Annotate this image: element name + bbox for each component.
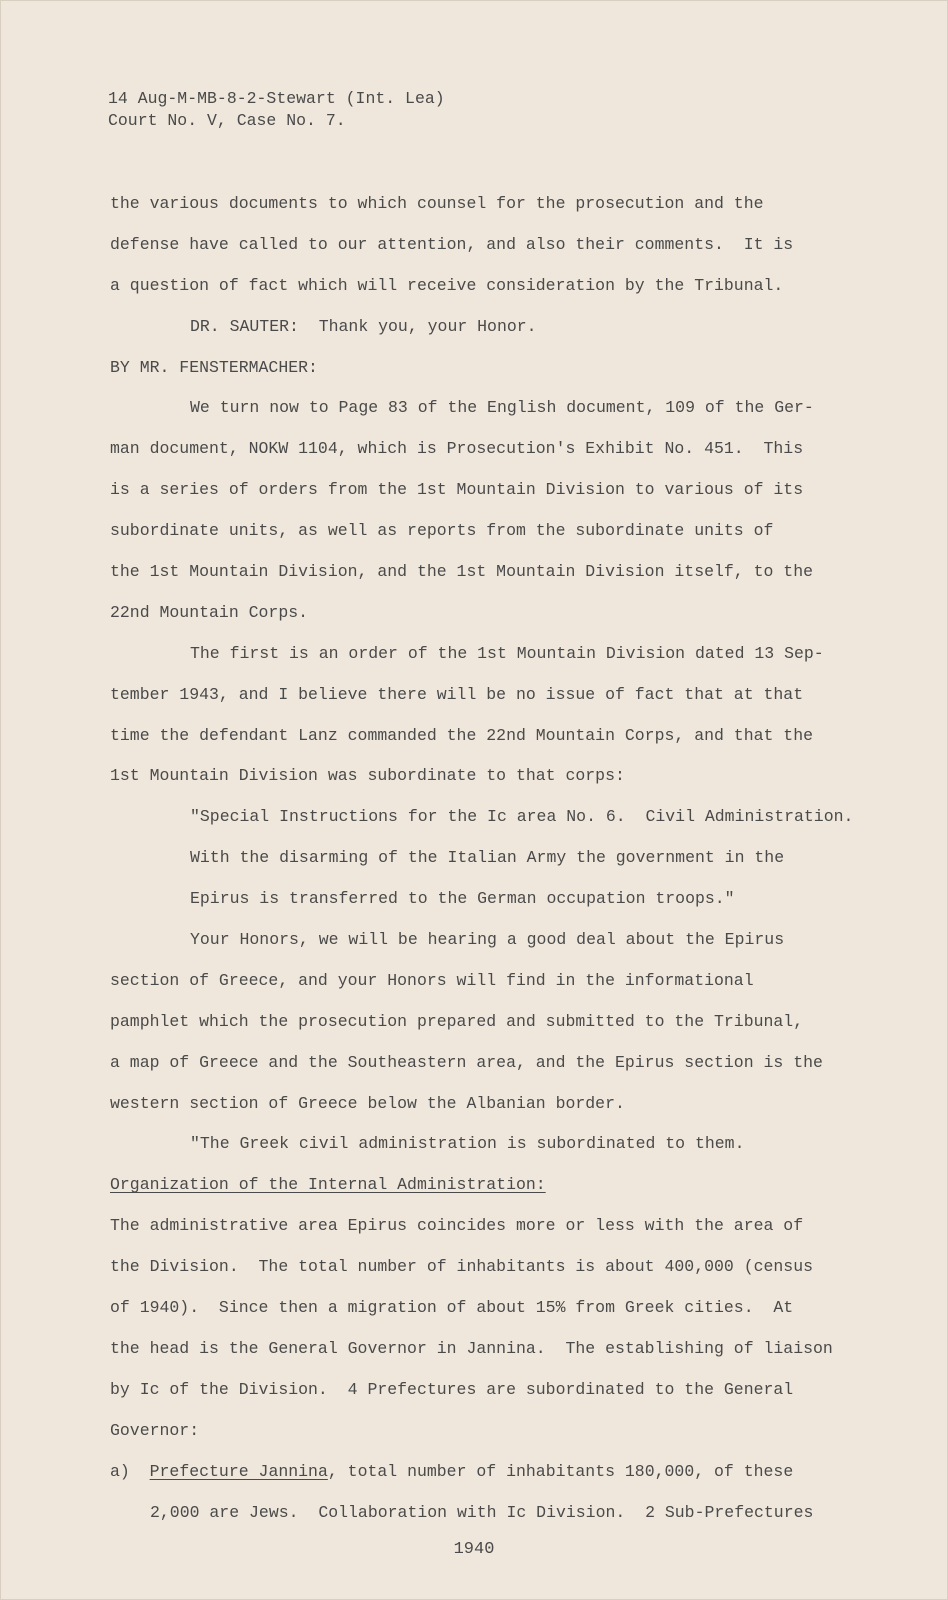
document-header [108,88,445,132]
text-line: defense have called to our attention, and also their comments. It is [110,234,794,254]
text-line: man document, NOKW 1104, which is Prosecution's Exhibit No. 451. This [110,439,804,459]
text-line: 1st Mountain Division was subordinate to that corps: [110,766,625,786]
text-line: time the defendant Lanz commanded the 22nd Mountain Corps, and that the [110,725,814,745]
page-number: 1940 [453,1540,495,1559]
text-line: pamphlet which the prosecution prepared and submitted to the Tribunal, [110,1011,804,1031]
text-line: 22nd Mountain Corps. [110,602,309,622]
text-line: a question of fact which will receive consideration by the Tribunal. [110,275,784,295]
list-item-text: , total number of inhabitants 180,000, of these [327,1461,794,1481]
text-line: a map of Greece and the Southeastern area, and the Epirus section is the [110,1052,823,1072]
quote-line: "Special Instructions for the Ic area No. 6. Civil Administration. [190,807,854,827]
quote-line: "The Greek civil administration is subordinated to them. [190,1134,745,1154]
text-line: the various documents to which counsel for the prosecution and the [110,194,764,213]
text-line: is a series of orders from the 1st Mountain Division to various of its [110,480,804,500]
text-line: Your Honors, we will be hearing a good deal about the Epirus [190,930,785,950]
examiner-heading: BY MR. FENSTERMACHER: [110,357,318,377]
transcript-body [110,184,880,1533]
text-line: Governor: [110,1420,200,1440]
header-line-1: 14 Aug-M-MB-8-2-Stewart (Int. Lea) [108,89,445,108]
section-heading: Organization of the Internal Administration: [110,1175,546,1195]
text-line: the head is the General Governor in Jannina. The establishing of liaison [110,1338,833,1358]
list-item-a [110,1452,880,1493]
text-line: tember 1943, and I believe there will be no issue of fact that at that [110,684,804,704]
list-marker: a) [110,1461,130,1481]
text-line: by Ic of the Division. 4 Prefectures are subordinated to the General [110,1379,794,1399]
text-line: the 1st Mountain Division, and the 1st Mountain Division itself, to the [110,562,814,582]
header-line-2: Court No. V, Case No. 7. [108,111,346,130]
text-line: The first is an order of the 1st Mountain Division dated 13 Sep- [190,643,824,663]
quote-line: Epirus is transferred to the German occupation troops." [190,889,735,909]
prefecture-name: Prefecture Jannina [149,1461,328,1481]
text-line: We turn now to Page 83 of the English document, 109 of the Ger- [190,398,814,418]
speaker-line: DR. SAUTER: Thank you, your Honor. [190,316,537,336]
list-item-continuation: 2,000 are Jews. Collaboration with Ic Division. 2 Sub-Prefectures [150,1502,814,1522]
quote-line: With the disarming of the Italian Army the government in the [190,848,785,868]
text-line: section of Greece, and your Honors will find in the informational [110,970,754,990]
text-line: the Division. The total number of inhabitants is about 400,000 (census [110,1257,814,1277]
text-line: The administrative area Epirus coincides more or less with the area of [110,1216,804,1236]
text-line: western section of Greece below the Albanian border. [110,1093,625,1113]
text-line: of 1940). Since then a migration of about 15% from Greek cities. At [110,1298,794,1318]
text-line: subordinate units, as well as reports from the subordinate units of [110,521,774,541]
